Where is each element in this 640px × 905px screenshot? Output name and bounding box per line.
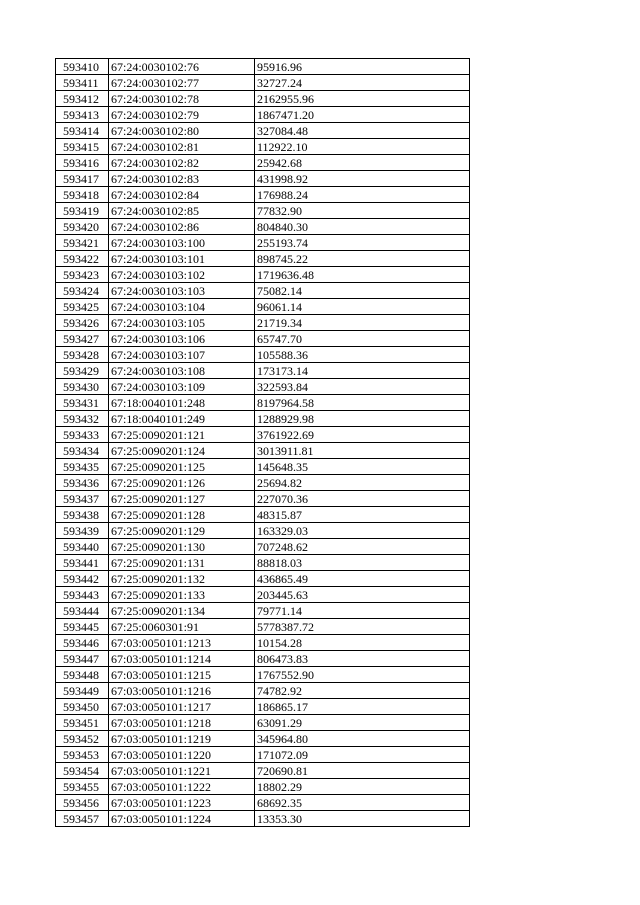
- value-cell: 10154.28: [255, 635, 470, 651]
- cadastral-number-cell: 67:25:0090201:128: [109, 507, 255, 523]
- cadastral-number-cell: 67:24:0030102:82: [109, 155, 255, 171]
- cadastral-number-cell: 67:24:0030102:78: [109, 91, 255, 107]
- cadastral-number-cell: 67:25:0090201:134: [109, 603, 255, 619]
- value-cell: 431998.92: [255, 171, 470, 187]
- cadastral-number-cell: 67:25:0090201:133: [109, 587, 255, 603]
- cadastral-number-cell: 67:24:0030102:76: [109, 59, 255, 75]
- table-row: [56, 779, 470, 795]
- row-number-cell: 593420: [56, 219, 109, 235]
- table-row: [56, 411, 470, 427]
- row-number-cell: 593417: [56, 171, 109, 187]
- row-number-cell: 593429: [56, 363, 109, 379]
- table-row: [56, 747, 470, 763]
- row-number-cell: 593445: [56, 619, 109, 635]
- cadastral-number-cell: 67:03:0050101:1220: [109, 747, 255, 763]
- value-cell: 436865.49: [255, 571, 470, 587]
- row-number-cell: 593451: [56, 715, 109, 731]
- cadastral-number-cell: 67:24:0030102:86: [109, 219, 255, 235]
- row-number-cell: 593455: [56, 779, 109, 795]
- table-row: [56, 219, 470, 235]
- cadastral-number-cell: 67:24:0030103:109: [109, 379, 255, 395]
- value-cell: 145648.35: [255, 459, 470, 475]
- row-number-cell: 593440: [56, 539, 109, 555]
- table-row: [56, 459, 470, 475]
- row-number-cell: 593412: [56, 91, 109, 107]
- row-number-cell: 593434: [56, 443, 109, 459]
- value-cell: 1867471.20: [255, 107, 470, 123]
- cadastral-number-cell: 67:24:0030102:83: [109, 171, 255, 187]
- cadastral-number-cell: 67:03:0050101:1221: [109, 763, 255, 779]
- table-row: [56, 123, 470, 139]
- value-cell: 322593.84: [255, 379, 470, 395]
- cadastral-number-cell: 67:24:0030103:108: [109, 363, 255, 379]
- row-number-cell: 593415: [56, 139, 109, 155]
- row-number-cell: 593411: [56, 75, 109, 91]
- value-cell: 74782.92: [255, 683, 470, 699]
- table-row: [56, 651, 470, 667]
- value-cell: 3761922.69: [255, 427, 470, 443]
- row-number-cell: 593413: [56, 107, 109, 123]
- row-number-cell: 593450: [56, 699, 109, 715]
- table-row: [56, 475, 470, 491]
- row-number-cell: 593452: [56, 731, 109, 747]
- table-row: [56, 315, 470, 331]
- value-cell: 203445.63: [255, 587, 470, 603]
- value-cell: 345964.80: [255, 731, 470, 747]
- cadastral-number-cell: 67:03:0050101:1218: [109, 715, 255, 731]
- value-cell: 173173.14: [255, 363, 470, 379]
- value-cell: 806473.83: [255, 651, 470, 667]
- value-cell: 171072.09: [255, 747, 470, 763]
- cadastral-number-cell: 67:03:0050101:1219: [109, 731, 255, 747]
- table-row: [56, 619, 470, 635]
- cadastral-number-cell: 67:24:0030102:85: [109, 203, 255, 219]
- table-row: [56, 603, 470, 619]
- row-number-cell: 593422: [56, 251, 109, 267]
- cadastral-number-cell: 67:25:0090201:132: [109, 571, 255, 587]
- value-cell: 77832.90: [255, 203, 470, 219]
- table-row: [56, 667, 470, 683]
- cadastral-value-table: [55, 58, 470, 827]
- table-row: [56, 171, 470, 187]
- cadastral-number-cell: 67:24:0030103:107: [109, 347, 255, 363]
- value-cell: 88818.03: [255, 555, 470, 571]
- table-row: [56, 491, 470, 507]
- row-number-cell: 593432: [56, 411, 109, 427]
- cadastral-number-cell: 67:25:0090201:131: [109, 555, 255, 571]
- cadastral-number-cell: 67:03:0050101:1222: [109, 779, 255, 795]
- value-cell: 804840.30: [255, 219, 470, 235]
- value-cell: 176988.24: [255, 187, 470, 203]
- value-cell: 707248.62: [255, 539, 470, 555]
- table-row: [56, 283, 470, 299]
- row-number-cell: 593454: [56, 763, 109, 779]
- cadastral-number-cell: 67:25:0090201:127: [109, 491, 255, 507]
- value-cell: 96061.14: [255, 299, 470, 315]
- table-row: [56, 555, 470, 571]
- row-number-cell: 593448: [56, 667, 109, 683]
- cadastral-number-cell: 67:24:0030103:101: [109, 251, 255, 267]
- cadastral-number-cell: 67:03:0050101:1213: [109, 635, 255, 651]
- row-number-cell: 593456: [56, 795, 109, 811]
- table-row: [56, 267, 470, 283]
- row-number-cell: 593419: [56, 203, 109, 219]
- cadastral-number-cell: 67:25:0090201:126: [109, 475, 255, 491]
- row-number-cell: 593453: [56, 747, 109, 763]
- value-cell: 13353.30: [255, 811, 470, 827]
- value-cell: 5778387.72: [255, 619, 470, 635]
- row-number-cell: 593428: [56, 347, 109, 363]
- cadastral-number-cell: 67:24:0030103:103: [109, 283, 255, 299]
- table-row: [56, 731, 470, 747]
- cadastral-number-cell: 67:25:0090201:130: [109, 539, 255, 555]
- value-cell: 68692.35: [255, 795, 470, 811]
- row-number-cell: 593430: [56, 379, 109, 395]
- cadastral-number-cell: 67:03:0050101:1224: [109, 811, 255, 827]
- value-cell: 720690.81: [255, 763, 470, 779]
- table-row: [56, 507, 470, 523]
- row-number-cell: 593443: [56, 587, 109, 603]
- table-row: [56, 763, 470, 779]
- table-row: [56, 203, 470, 219]
- table-row: [56, 139, 470, 155]
- row-number-cell: 593427: [56, 331, 109, 347]
- value-cell: 25694.82: [255, 475, 470, 491]
- row-number-cell: 593442: [56, 571, 109, 587]
- cadastral-number-cell: 67:24:0030102:79: [109, 107, 255, 123]
- table-row: [56, 107, 470, 123]
- value-cell: 2162955.96: [255, 91, 470, 107]
- cadastral-number-cell: 67:24:0030103:102: [109, 267, 255, 283]
- row-number-cell: 593436: [56, 475, 109, 491]
- row-number-cell: 593418: [56, 187, 109, 203]
- table-row: [56, 539, 470, 555]
- cadastral-number-cell: 67:03:0050101:1216: [109, 683, 255, 699]
- cadastral-number-cell: 67:24:0030103:105: [109, 315, 255, 331]
- value-cell: 48315.87: [255, 507, 470, 523]
- table-row: [56, 427, 470, 443]
- cadastral-number-cell: 67:24:0030103:106: [109, 331, 255, 347]
- value-cell: 63091.29: [255, 715, 470, 731]
- row-number-cell: 593437: [56, 491, 109, 507]
- table-body: [56, 59, 470, 827]
- table-row: [56, 395, 470, 411]
- value-cell: 25942.68: [255, 155, 470, 171]
- value-cell: 32727.24: [255, 75, 470, 91]
- table-row: [56, 251, 470, 267]
- value-cell: 227070.36: [255, 491, 470, 507]
- row-number-cell: 593431: [56, 395, 109, 411]
- row-number-cell: 593425: [56, 299, 109, 315]
- value-cell: 898745.22: [255, 251, 470, 267]
- row-number-cell: 593426: [56, 315, 109, 331]
- table-row: [56, 235, 470, 251]
- table-row: [56, 59, 470, 75]
- table-row: [56, 347, 470, 363]
- row-number-cell: 593438: [56, 507, 109, 523]
- row-number-cell: 593439: [56, 523, 109, 539]
- value-cell: 21719.34: [255, 315, 470, 331]
- table-row: [56, 187, 470, 203]
- value-cell: 163329.03: [255, 523, 470, 539]
- value-cell: 255193.74: [255, 235, 470, 251]
- table-row: [56, 795, 470, 811]
- row-number-cell: 593435: [56, 459, 109, 475]
- table-row: [56, 635, 470, 651]
- value-cell: 327084.48: [255, 123, 470, 139]
- row-number-cell: 593424: [56, 283, 109, 299]
- table-row: [56, 91, 470, 107]
- table-row: [56, 331, 470, 347]
- value-cell: 105588.36: [255, 347, 470, 363]
- row-number-cell: 593441: [56, 555, 109, 571]
- value-cell: 18802.29: [255, 779, 470, 795]
- row-number-cell: 593444: [56, 603, 109, 619]
- table-row: [56, 587, 470, 603]
- value-cell: 1719636.48: [255, 267, 470, 283]
- cadastral-number-cell: 67:18:0040101:249: [109, 411, 255, 427]
- row-number-cell: 593447: [56, 651, 109, 667]
- cadastral-number-cell: 67:24:0030102:77: [109, 75, 255, 91]
- cadastral-number-cell: 67:24:0030102:80: [109, 123, 255, 139]
- cadastral-number-cell: 67:03:0050101:1217: [109, 699, 255, 715]
- cadastral-number-cell: 67:25:0090201:125: [109, 459, 255, 475]
- cadastral-number-cell: 67:24:0030102:81: [109, 139, 255, 155]
- table-row: [56, 523, 470, 539]
- cadastral-number-cell: 67:18:0040101:248: [109, 395, 255, 411]
- cadastral-number-cell: 67:24:0030103:104: [109, 299, 255, 315]
- value-cell: 8197964.58: [255, 395, 470, 411]
- table-row: [56, 699, 470, 715]
- row-number-cell: 593410: [56, 59, 109, 75]
- value-cell: 112922.10: [255, 139, 470, 155]
- cadastral-number-cell: 67:03:0050101:1215: [109, 667, 255, 683]
- value-cell: 3013911.81: [255, 443, 470, 459]
- row-number-cell: 593449: [56, 683, 109, 699]
- row-number-cell: 593457: [56, 811, 109, 827]
- table-row: [56, 155, 470, 171]
- table-row: [56, 363, 470, 379]
- cadastral-number-cell: 67:25:0060301:91: [109, 619, 255, 635]
- table-row: [56, 683, 470, 699]
- cadastral-number-cell: 67:25:0090201:129: [109, 523, 255, 539]
- value-cell: 1288929.98: [255, 411, 470, 427]
- cadastral-number-cell: 67:03:0050101:1223: [109, 795, 255, 811]
- value-cell: 75082.14: [255, 283, 470, 299]
- table-row: [56, 299, 470, 315]
- value-cell: 1767552.90: [255, 667, 470, 683]
- row-number-cell: 593433: [56, 427, 109, 443]
- value-cell: 186865.17: [255, 699, 470, 715]
- row-number-cell: 593423: [56, 267, 109, 283]
- row-number-cell: 593416: [56, 155, 109, 171]
- cadastral-number-cell: 67:24:0030102:84: [109, 187, 255, 203]
- value-cell: 65747.70: [255, 331, 470, 347]
- table-row: [56, 75, 470, 91]
- table-row: [56, 811, 470, 827]
- value-cell: 95916.96: [255, 59, 470, 75]
- cadastral-number-cell: 67:03:0050101:1214: [109, 651, 255, 667]
- cadastral-number-cell: 67:25:0090201:124: [109, 443, 255, 459]
- table-row: [56, 443, 470, 459]
- table-row: [56, 571, 470, 587]
- row-number-cell: 593414: [56, 123, 109, 139]
- value-cell: 79771.14: [255, 603, 470, 619]
- cadastral-number-cell: 67:24:0030103:100: [109, 235, 255, 251]
- row-number-cell: 593421: [56, 235, 109, 251]
- row-number-cell: 593446: [56, 635, 109, 651]
- cadastral-number-cell: 67:25:0090201:121: [109, 427, 255, 443]
- table-row: [56, 379, 470, 395]
- table-row: [56, 715, 470, 731]
